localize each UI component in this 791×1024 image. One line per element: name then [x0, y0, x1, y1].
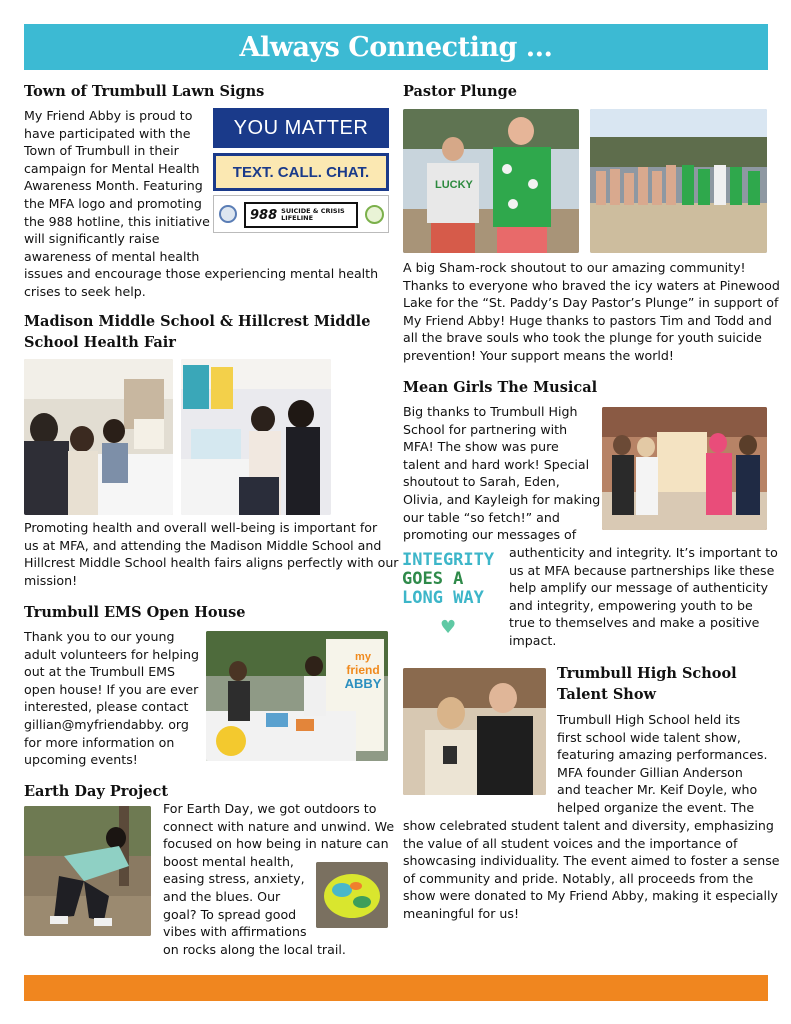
earth-day-photo-drawing: [24, 806, 151, 936]
lawn-signs-heading: Town of Trumbull Lawn Signs: [24, 83, 265, 100]
health-fair-text: Promoting health and overall well-being is important for us at MFA, and attending the Madison Middle School and Hillcrest Middle School health fairs aligns perfectly with our mission!: [24, 520, 399, 588]
sign-top-panel: [213, 108, 389, 148]
talent-show-text-full: show celebrated student talent and diversity, emphasizing the value of all student voices and the importance of showcasing individuality. The event aimed to foster a sense of community and pride. Notably, all proceeds from the show were donated to My Friend Abby, making it especially meaningful for us!: [403, 818, 780, 921]
health-fair-heading: Madison Middle School & Hillcrest Middle School Health Fair: [24, 313, 371, 351]
lucky-shirt-text: LUCKY: [435, 179, 473, 191]
talent-show-photo-drawing: [403, 668, 546, 795]
pastor-plunge-photo-2-drawing: [590, 109, 767, 253]
footer-bar: [24, 975, 768, 1001]
ems-open-house-photo: [206, 631, 388, 761]
pastor-plunge-heading: Pastor Plunge: [403, 83, 517, 100]
health-fair-photo-1: [24, 359, 173, 515]
painted-rock-photo: [316, 862, 388, 928]
mean-girls-photo-drawing: [602, 407, 767, 530]
ems-text: Thank you to our young adult volunteers for helping out at the Trumbull EMS open house! If you are ever interested, please contact gillian@myfriendabby. org for more information on upcoming events!: [24, 629, 199, 768]
heart-icon: ♥: [440, 617, 457, 638]
ems-heading: Trumbull EMS Open House: [24, 604, 246, 621]
health-fair-photo-2: [181, 359, 331, 515]
health-fair-photo-2-drawing: [181, 359, 331, 515]
health-fair-photo-1-drawing: [24, 359, 173, 515]
mean-girls-text-right: authenticity and integrity. It’s important to us at MFA because partnerships like these help amplify our message of authenticity and integrity, empowering youth to be true to themselves and make a positive impact.: [509, 545, 778, 648]
painted-rock-drawing: [316, 862, 388, 928]
earth-day-heading: Earth Day Project: [24, 783, 169, 800]
sign-you-matter-text: YOU MATTER: [233, 116, 369, 139]
pastor-plunge-photo-1-drawing: [403, 109, 579, 253]
mean-girls-text-left: Big thanks to Trumbull High School for partnering with MFA! The show was pure talent and hard work! Special shoutout to Sarah, Eden, Olivia, and Kayleigh for making our table “so fetch!” and promoting our messages of: [403, 404, 601, 543]
pastor-plunge-photo-1: [403, 109, 579, 253]
pastor-plunge-photo-2: [590, 109, 767, 253]
ems-banner-text: my friend ABBY: [344, 651, 382, 691]
earth-day-text: For Earth Day, we got outdoors to connect with nature and unwind. We focused on how being in nature can boost mental health, easing stress, anxiety, and the blues. Our goal? To spread good vibes with affirmations on rocks along the local trail.: [163, 801, 395, 957]
header-banner: [24, 24, 768, 70]
sign-text-call-chat: TEXT. CALL. CHAT.: [232, 163, 370, 181]
town-seal-icon: [219, 205, 237, 223]
talent-show-text-right: Trumbull High School held its first school wide talent show, featuring amazing performances. MFA founder Gillian Anderson and teacher Mr. Keif Doyle, who helped organize the event. The: [557, 712, 768, 815]
you-matter-sign-image: [213, 108, 389, 234]
mfa-logo-icon: [365, 205, 384, 224]
sign-bottom-panel: [213, 195, 389, 233]
lifeline-badge: 988 SUICIDE & CRISIS LIFELINE: [244, 202, 358, 228]
lawn-signs-text: My Friend Abby is proud to have participated with the Town of Trumbull in their campaign for Mental Health Awareness Month. Featuring the MFA logo and promoting the 988 hotline, this initiative will significantly raise awareness of mental health issues and encourage those experiencing mental health crises to seek help.: [24, 108, 379, 299]
mean-girls-heading: Mean Girls The Musical: [403, 379, 598, 396]
page-title: Always Connecting ...: [239, 31, 553, 63]
sign-middle-panel: [213, 153, 389, 191]
talent-show-heading: Trumbull High School Talent Show: [557, 665, 737, 703]
talent-show-photo: [403, 668, 546, 795]
earth-day-photo: [24, 806, 151, 936]
integrity-graphic: INTEGRITY GOES A LONG WAY ♥: [402, 550, 495, 638]
pastor-plunge-text: A big Sham-rock shoutout to our amazing community! Thanks to everyone who braved the icy waters at Pinewood Lake for the “St. Paddy’s Day Pastor’s Plunge” in support of My Friend Abby! Huge thanks to pastors Tim and Todd and all the brave souls who took the plunge for youth suicide prevention! Your support means the world!: [403, 260, 780, 363]
mean-girls-photo: [602, 407, 767, 530]
